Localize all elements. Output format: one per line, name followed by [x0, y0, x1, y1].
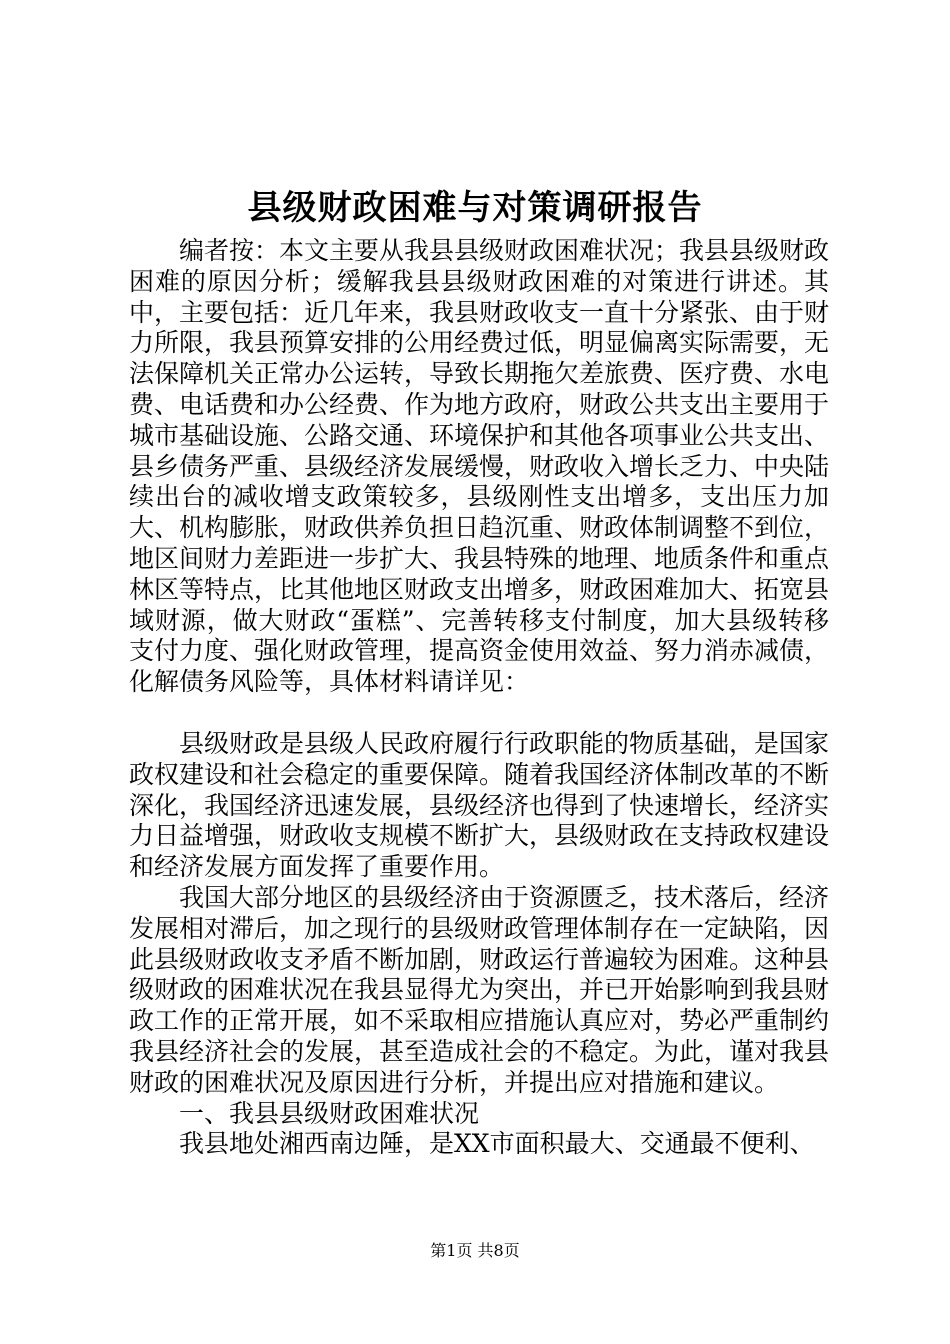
document-title: 县级财政困难与对策调研报告 [247, 188, 703, 228]
page-footer: 第1页 共8页 [430, 1241, 520, 1260]
section-heading: 一、我县县级财政困难状况 [179, 1098, 480, 1128]
body-paragraph-1: 县级财政是县级人民政府履行行政职能的物质基础，是国家政权建设和社会稳定的重要保障。随着我国经济体制改革的不断深化，我国经济迅速发展，县级经济也得到了快速增长，经济实力日益增强，财政收支规模不断扩大，县级财政在支持政权建设和经济发展方面发挥了重要作用。 [129, 728, 830, 882]
section-first-paragraph: 我县地处湘西南边陲，是XX市面积最大、交通最不便利、 [179, 1129, 815, 1159]
body-paragraph-2: 我国大部分地区的县级经济由于资源匮乏，技术落后，经济发展相对滞后，加之现行的县级财政管理体制存在一定缺陷，因此县级财政收支矛盾不断加剧，财政运行普遍较为困难。这种县级财政的困难状况在我县显得尤为突出，并已开始影响到我县财政工作的正常开展，如不采取相应措施认真应对，势必严重制约我县经济社会的发展，甚至造成社会的不稳定。为此，谨对我县财政的困难状况及原因进行分析，并提出应对措施和建议。 [129, 882, 830, 1097]
document-body [129, 236, 829, 1160]
editor-note-paragraph: 编者按：本文主要从我县县级财政困难状况；我县县级财政困难的原因分析；缓解我县县级财政困难的对策进行讲述。其中，主要包括：近几年来，我县财政收支一直十分紧张、由于财力所限，我县预算安排的公用经费过低，明显偏离实际需要，无法保障机关正常办公运转，导致长期拖欠差旅费、医疗费、水电费、电话费和办公经费、作为地方政府，财政公共支出主要用于城市基础设施、公路交通、环境保护和其他各项事业公共支出、县乡债务严重、县级经济发展缓慢，财政收入增长乏力、中央陆续出台的减收增支政策较多，县级刚性支出增多，支出压力加大、机构膨胀，财政供养负担日趋沉重、财政体制调整不到位，地区间财力差距进一步扩大、我县特殊的地理、地质条件和重点林区等特点，比其他地区财政支出增多，财政困难加大、拓宽县域财源，做大财政“蛋糕”、完善转移支付制度，加大县级转移支付力度、强化财政管理，提高资金使用效益、努力消赤减债，化解债务风险等，具体材料请详见： [129, 236, 830, 697]
